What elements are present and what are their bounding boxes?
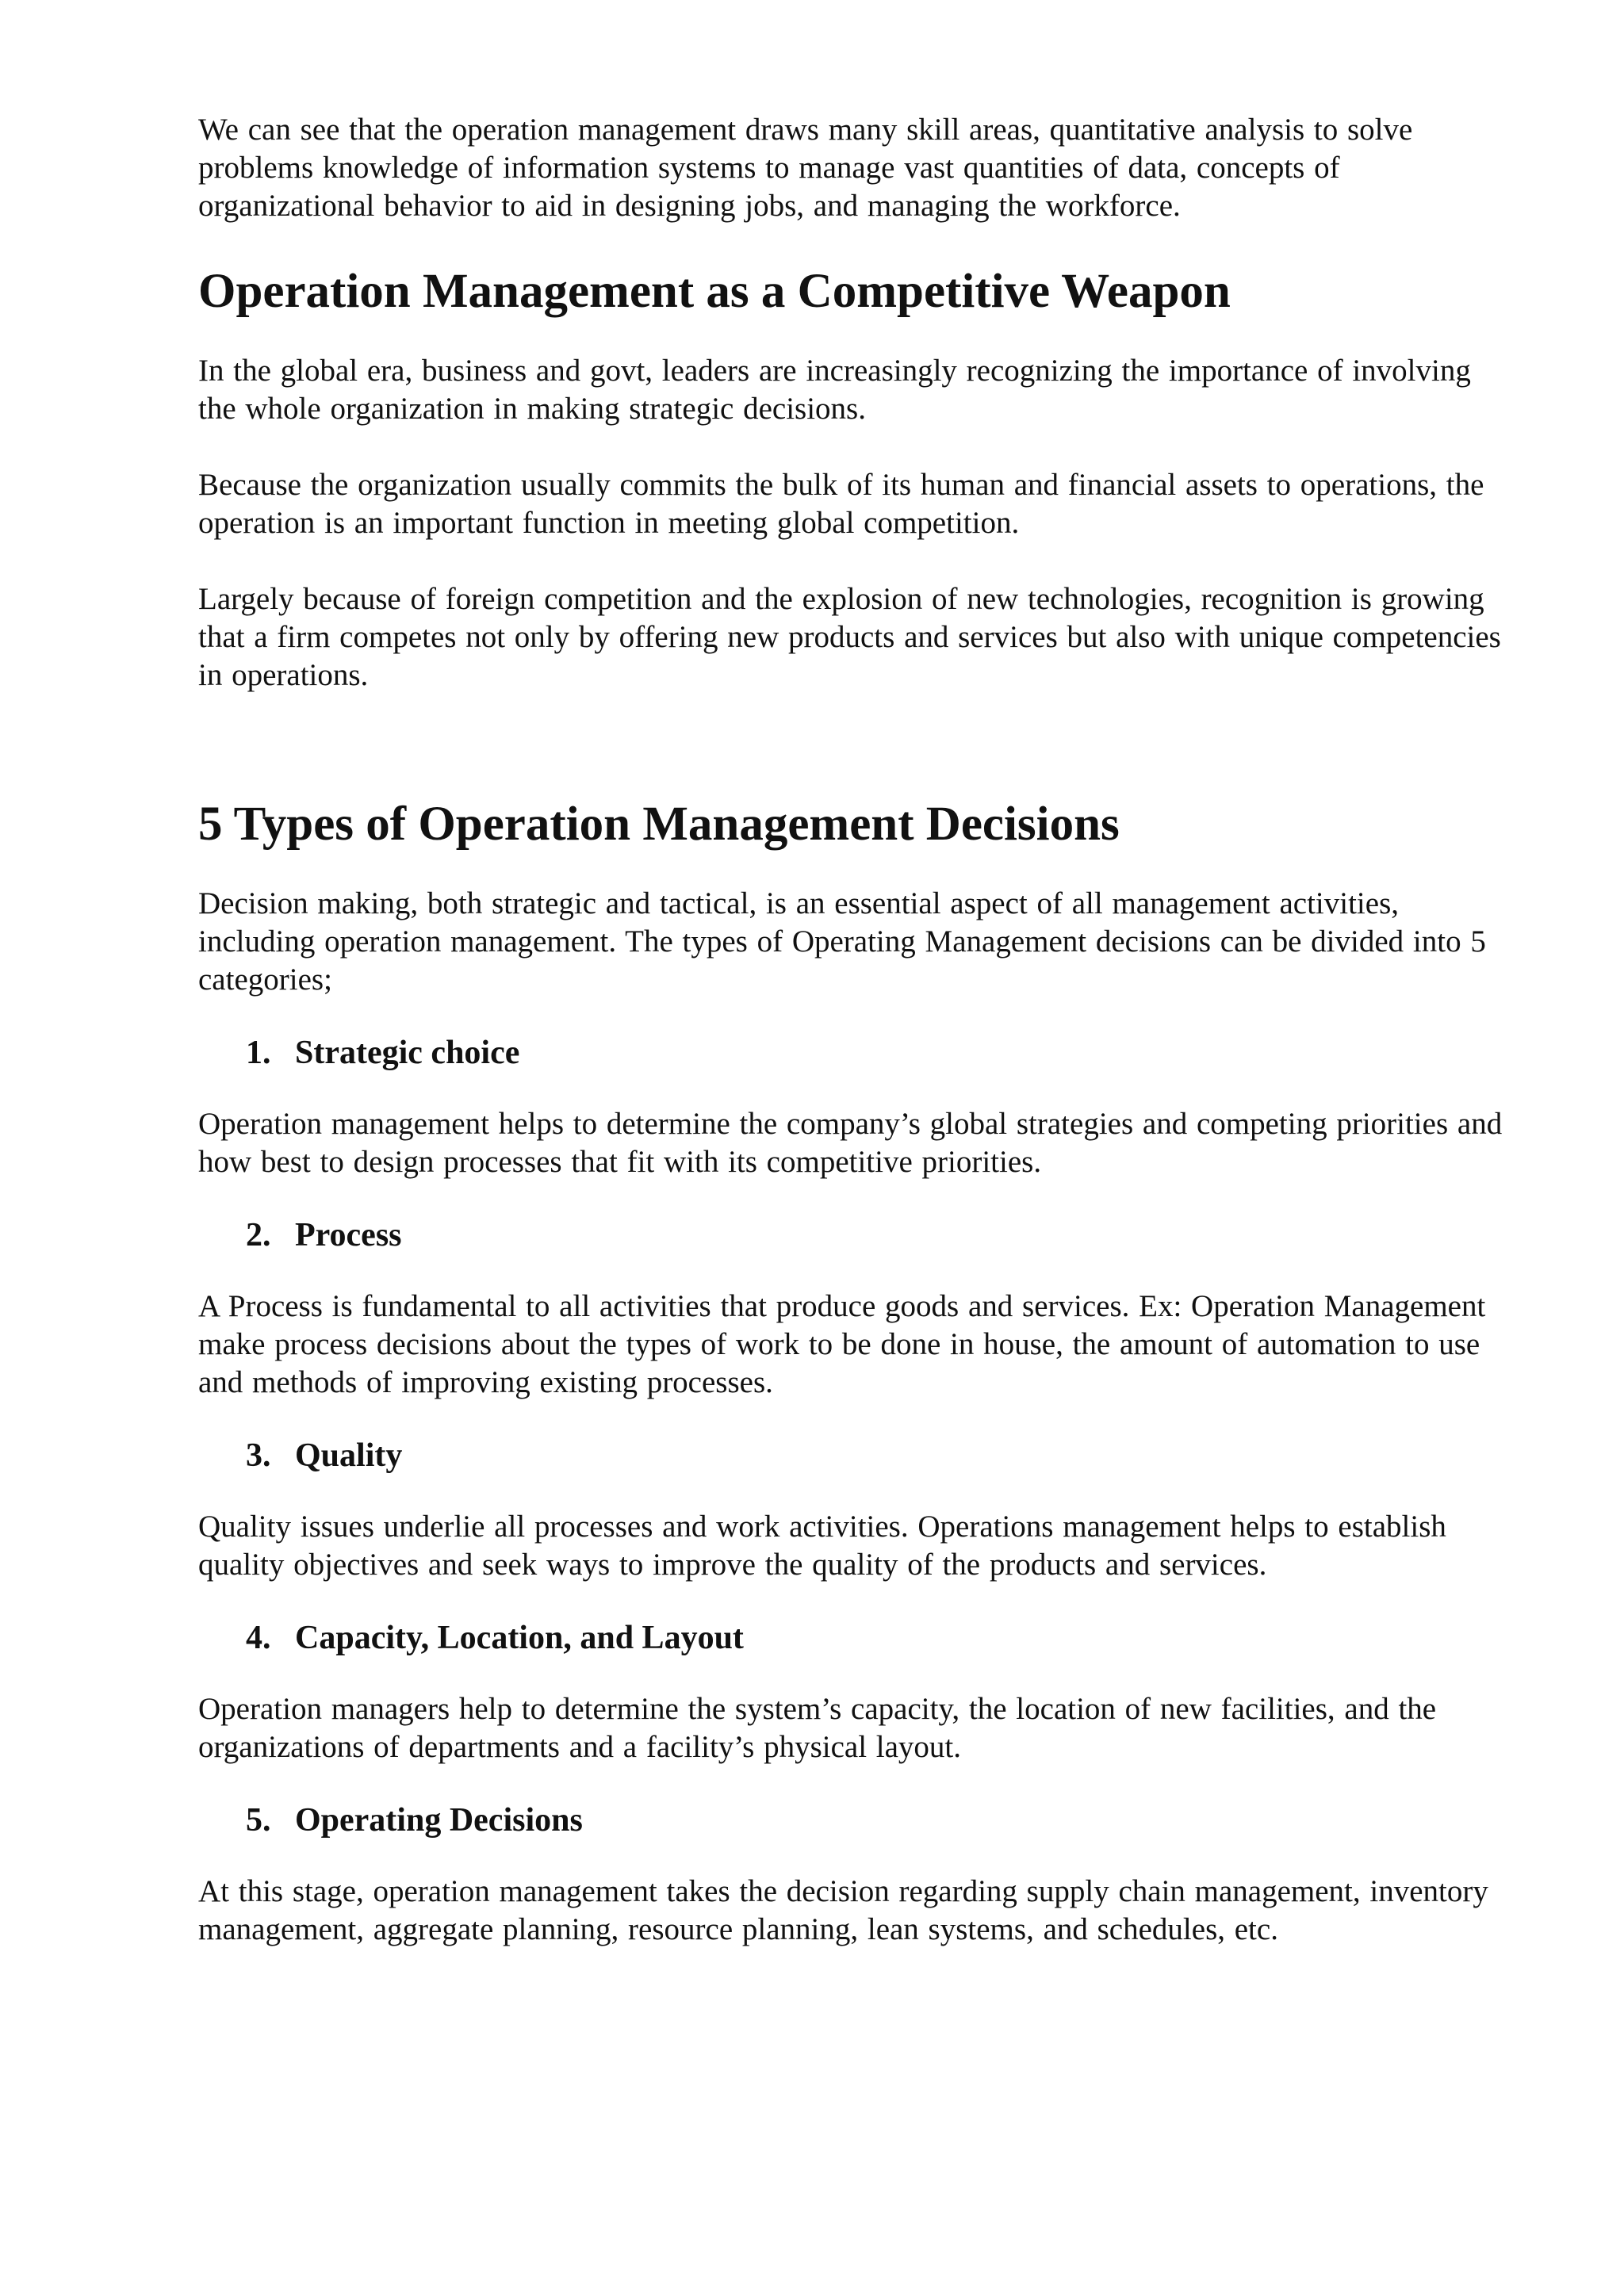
list-number: 2. [246, 1217, 271, 1253]
section-heading-decision-types: 5 Types of Operation Management Decisions [198, 798, 1120, 851]
list-heading-text: Capacity, Location, and Layout [295, 1620, 744, 1656]
section-heading-competitive-weapon: Operation Management as a Competitive Weapon [198, 265, 1231, 318]
list-item-heading [246, 1215, 1515, 1256]
page-content [198, 111, 1515, 1949]
list-item-heading [246, 1800, 1515, 1841]
intro-paragraph: We can see that the operation management draws many skill areas, quantitative analysis to solve problems knowledge of information systems to manage vast quantities of data, concepts of organizational behavior to aid in designing jobs, and managing the workforce. [198, 113, 1413, 223]
list-heading-text: Quality [295, 1437, 403, 1474]
list-item-paragraph: Operation management helps to determine the company’s global strategies and competing priorities and how best to design processes that fit with its competitive priorities. [198, 1107, 1503, 1179]
list-item-paragraph: Operation managers help to determine the system’s capacity, the location of new facilities, and the organizations of departments and a facility’s physical layout. [198, 1692, 1437, 1764]
list-number: 5. [246, 1802, 271, 1839]
list-item-heading [246, 1032, 1515, 1073]
paragraph: In the global era, business and govt, leaders are increasingly recognizing the importance of involving the whole organization in making strategic decisions. [198, 354, 1471, 426]
list-number: 4. [246, 1620, 271, 1656]
list-item-paragraph: Quality issues underlie all processes and work activities. Operations management helps to establish quality objectives and seek ways to improve the quality of the products and services. [198, 1510, 1446, 1582]
list-heading-text: Process [295, 1217, 402, 1253]
paragraph: Largely because of foreign competition and the explosion of new technologies, recognition is growing that a firm competes not only by offering new products and services but also with unique competencies in operations. [198, 582, 1501, 692]
list-item-paragraph: At this stage, operation management takes the decision regarding supply chain management, inventory management, aggregate planning, resource planning, lean systems, and schedules, etc. [198, 1874, 1488, 1946]
paragraph: Because the organization usually commits the bulk of its human and financial assets to operations, the operation is an important function in meeting global competition. [198, 468, 1484, 540]
list-item-heading [246, 1617, 1515, 1659]
paragraph: Decision making, both strategic and tactical, is an essential aspect of all management activities, including operation management. The types of Operating Management decisions can be divided into 5 categories; [198, 886, 1486, 997]
list-number: 1. [246, 1035, 271, 1071]
list-item-heading [246, 1435, 1515, 1476]
list-heading-text: Strategic choice [295, 1035, 520, 1071]
list-number: 3. [246, 1437, 271, 1474]
list-item-paragraph: A Process is fundamental to all activities that produce goods and services. Ex: Operation Management make process decisions about the types of work to be done in house, the amount of automation to use and methods of improving existing processes. [198, 1289, 1486, 1399]
list-heading-text: Operating Decisions [295, 1802, 583, 1839]
